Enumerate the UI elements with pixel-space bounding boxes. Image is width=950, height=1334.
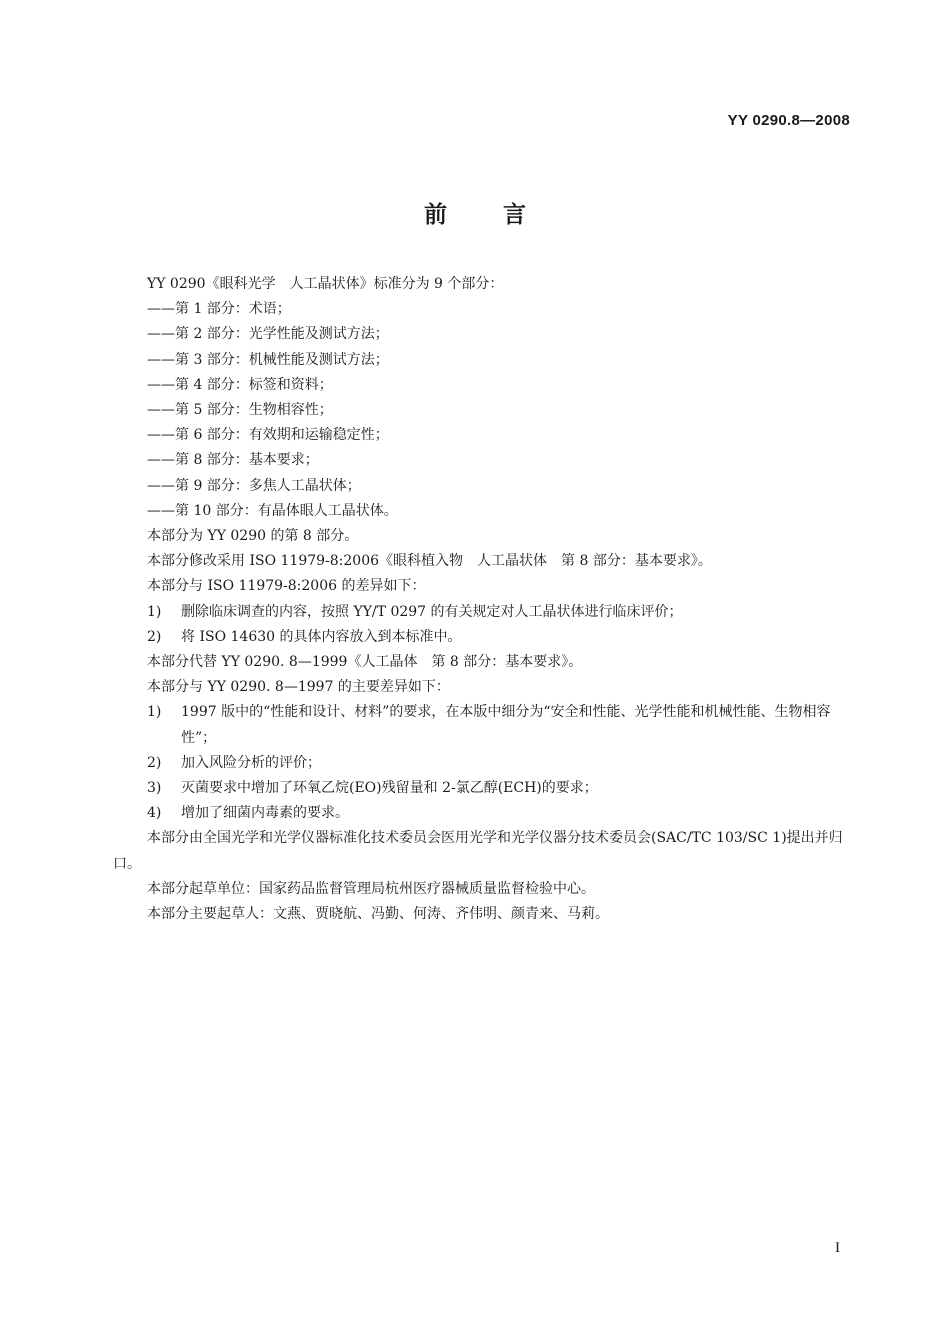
item-text: 将 ISO 14630 的具体内容放入到本标准中。 <box>181 628 462 645</box>
item-text: 1997 版中的“性能和设计、材料”的要求，在本版中细分为“安全和性能、光学性能和机械性能、生物相容性”； <box>181 704 831 746</box>
diff-old-intro: 本部分与 YY 0290. 8—1997 的主要差异如下： <box>147 679 450 696</box>
item-number: 4) <box>147 805 162 822</box>
part-list-item: ——第 6 部分：有效期和运输稳定性； <box>147 427 389 444</box>
replaces-paragraph: 本部分代替 YY 0290. 8—1999《人工晶体 第 8 部分：基本要求》。 <box>147 654 583 671</box>
diff-old-item <box>113 801 858 826</box>
item-number: 2) <box>147 628 162 645</box>
diff-old-item <box>113 751 858 776</box>
part-list-item: ——第 5 部分：生物相容性； <box>147 402 333 419</box>
page-number: I <box>835 1240 840 1256</box>
diff-old-item <box>113 700 858 750</box>
page-title: 前言 <box>424 202 582 228</box>
item-text: 增加了细菌内毒素的要求。 <box>181 805 349 822</box>
document-body <box>113 272 858 927</box>
diff-iso-item <box>113 625 858 650</box>
standard-code: YY 0290.8—2008 <box>727 112 850 129</box>
part-list-item: ——第 4 部分：标签和资料； <box>147 376 333 393</box>
item-number: 1) <box>147 603 162 620</box>
diff-iso-item <box>113 600 858 625</box>
diff-old-item <box>113 776 858 801</box>
adoption-paragraph: 本部分修改采用 ISO 11979-8:2006《眼科植入物 人工晶状体 第 8 部分：基本要求》。 <box>147 553 712 570</box>
item-text: 删除临床调查的内容，按照 YY/T 0297 的有关规定对人工晶状体进行临床评价； <box>181 603 683 620</box>
part-list-item: ——第 3 部分：机械性能及测试方法； <box>147 351 389 368</box>
this-part-paragraph: 本部分为 YY 0290 的第 8 部分。 <box>147 528 359 545</box>
drafters-paragraph: 本部分主要起草人：文燕、贾晓航、冯勤、何涛、齐伟明、颜青来、马莉。 <box>147 906 609 923</box>
item-text: 加入风险分析的评价； <box>181 754 321 771</box>
part-list-item: ——第 8 部分：基本要求； <box>147 452 319 469</box>
part-list-item: ——第 9 部分：多焦人工晶状体； <box>147 477 361 494</box>
part-list-item: ——第 2 部分：光学性能及测试方法； <box>147 326 389 343</box>
item-number: 2) <box>147 754 162 771</box>
part-list-item: ——第 10 部分：有晶体眼人工晶状体。 <box>147 502 398 519</box>
part-list-item: ——第 1 部分：术语； <box>147 301 291 318</box>
item-text: 灭菌要求中增加了环氧乙烷(EO)残留量和 2-氯乙醇(ECH)的要求； <box>181 780 598 797</box>
proposed-by-paragraph: 本部分由全国光学和光学仪器标准化技术委员会医用光学和光学仪器分技术委员会(SAC/TC 103/SC 1)提出并归口。 <box>113 830 843 872</box>
drafting-unit-paragraph: 本部分起草单位：国家药品监督管理局杭州医疗器械质量监督检验中心。 <box>147 880 595 897</box>
intro-paragraph: YY 0290《眼科光学 人工晶状体》标准分为 9 个部分： <box>147 276 504 292</box>
item-number: 3) <box>147 780 162 797</box>
item-number: 1) <box>147 704 162 721</box>
diff-iso-intro: 本部分与 ISO 11979-8:2006 的差异如下： <box>147 578 426 595</box>
